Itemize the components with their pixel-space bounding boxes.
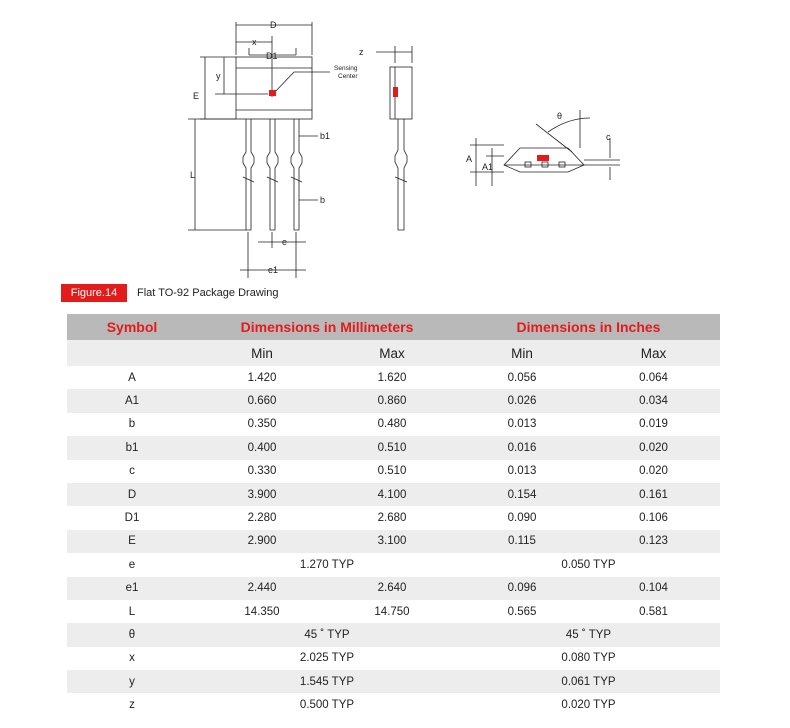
label-y: y <box>216 71 221 81</box>
cell-mm-typ: 45 ˚ TYP <box>197 623 457 646</box>
subheader-in-max: Max <box>587 340 720 366</box>
cell-mm-min: 2.900 <box>197 530 327 553</box>
cell-symbol: L <box>128 605 136 618</box>
label-E: E <box>193 91 200 101</box>
cell-in-min: 0.026 <box>457 389 587 412</box>
cell-mm-max: 1.620 <box>377 371 407 384</box>
table-header-row <box>67 314 720 340</box>
figure-caption: Flat TO-92 Package Drawing <box>137 287 279 299</box>
cell-mm-min: 2.440 <box>197 577 327 600</box>
cell-in-min: 0.013 <box>507 465 537 478</box>
cell-mm-typ: 1.270 TYP <box>299 558 355 571</box>
cell-mm-typ: 0.500 TYP <box>299 699 355 712</box>
table-row <box>67 670 720 693</box>
label-center: Center <box>338 73 358 80</box>
header-millimeters: Dimensions in Millimeters <box>197 314 457 340</box>
table-row <box>67 506 720 529</box>
cell-mm-max: 4.100 <box>327 483 457 506</box>
cell-mm-max: 2.640 <box>327 577 457 600</box>
cell-in-typ: 0.080 TYP <box>561 652 616 665</box>
table-row <box>67 530 720 553</box>
table-row <box>67 600 720 623</box>
label-z: z <box>359 47 364 57</box>
table-row <box>67 460 720 483</box>
cell-in-max: 0.020 <box>587 436 720 459</box>
front-leads <box>243 119 302 230</box>
cell-mm-max: 14.750 <box>374 605 410 618</box>
cell-symbol: e <box>128 558 136 571</box>
cell-mm-typ: 1.545 TYP <box>197 670 457 693</box>
cell-mm-max: 0.480 <box>377 418 407 431</box>
table-row <box>67 577 720 600</box>
table-row <box>67 366 720 389</box>
cell-mm-min: 0.660 <box>197 389 327 412</box>
label-sensing: Sensing <box>334 65 358 72</box>
table-row <box>67 413 720 436</box>
cell-symbol: D1 <box>124 512 140 525</box>
cell-in-max: 0.019 <box>639 418 668 431</box>
cell-mm-min: 1.420 <box>247 371 277 384</box>
cell-in-typ: 0.061 TYP <box>457 670 720 693</box>
table-row <box>67 693 720 716</box>
cell-mm-max: 0.510 <box>377 465 407 478</box>
cell-mm-typ: 2.025 TYP <box>299 652 355 665</box>
figure-badge: Figure.14 <box>61 284 127 302</box>
subheader-mm-min: Min <box>197 340 327 366</box>
label-L: L <box>190 170 196 180</box>
cell-in-min: 0.056 <box>507 371 537 384</box>
label-D: D <box>270 20 277 30</box>
cell-in-max: 0.020 <box>639 465 668 478</box>
cell-in-min: 0.090 <box>507 512 537 525</box>
table-row <box>67 553 720 576</box>
cell-mm-min: 2.280 <box>247 512 277 525</box>
cell-in-min: 0.016 <box>457 436 587 459</box>
cell-mm-min: 3.900 <box>197 483 327 506</box>
cell-in-min: 0.154 <box>457 483 587 506</box>
table-row <box>67 647 720 670</box>
table-row <box>67 389 720 412</box>
cell-in-max: 0.581 <box>639 605 668 618</box>
cell-in-min: 0.115 <box>457 530 587 553</box>
label-b1: b1 <box>320 131 331 141</box>
cell-in-min: 0.096 <box>457 577 587 600</box>
cell-in-typ: 0.050 TYP <box>561 558 616 571</box>
cell-mm-max: 0.860 <box>327 389 457 412</box>
cell-in-max: 0.123 <box>587 530 720 553</box>
header-symbol: Symbol <box>67 314 197 340</box>
cell-in-min: 0.013 <box>507 418 537 431</box>
cell-mm-max: 3.100 <box>327 530 457 553</box>
subheader-in-min: Min <box>457 340 587 366</box>
dimensions-table <box>67 314 720 717</box>
cell-symbol: e1 <box>67 577 197 600</box>
label-A: A <box>466 154 473 164</box>
cell-symbol: A <box>128 371 136 384</box>
label-c: c <box>606 132 611 142</box>
cell-symbol: b <box>128 418 136 431</box>
subheader-mm-max: Max <box>327 340 457 366</box>
cell-in-max: 0.106 <box>639 512 668 525</box>
label-A1: A1 <box>482 162 494 172</box>
cell-mm-min: 0.400 <box>197 436 327 459</box>
cell-mm-min: 0.330 <box>247 465 277 478</box>
label-e1: e1 <box>268 265 279 275</box>
cell-in-max: 0.104 <box>587 577 720 600</box>
cell-symbol: x <box>129 652 135 665</box>
cell-symbol: y <box>67 670 197 693</box>
table-subheader-row <box>67 340 720 366</box>
sensor-front <box>269 90 276 96</box>
cell-in-typ: 45 ˚ TYP <box>457 623 720 646</box>
label-D1: D1 <box>266 51 278 61</box>
label-x: x <box>252 37 257 47</box>
label-theta: θ <box>557 111 563 121</box>
cell-mm-min: 14.350 <box>244 605 280 618</box>
cell-symbol: E <box>67 530 197 553</box>
header-inches: Dimensions in Inches <box>457 314 720 340</box>
cell-mm-max: 2.680 <box>377 512 407 525</box>
sensor-end <box>537 155 549 161</box>
cell-in-max: 0.161 <box>587 483 720 506</box>
cell-symbol: c <box>129 465 135 478</box>
cell-symbol: θ <box>67 623 197 646</box>
label-b: b <box>320 195 326 205</box>
cell-in-typ: 0.020 TYP <box>561 699 616 712</box>
table-row <box>67 436 720 459</box>
cell-mm-max: 0.510 <box>327 436 457 459</box>
label-e: e <box>282 237 288 247</box>
sensor-side <box>393 87 398 97</box>
figure-caption-row <box>61 284 278 302</box>
table-row <box>67 483 720 506</box>
package-drawing <box>0 0 790 282</box>
cell-symbol: z <box>129 699 135 712</box>
cell-mm-min: 0.350 <box>247 418 277 431</box>
cell-symbol: b1 <box>67 436 197 459</box>
table-row <box>67 623 720 646</box>
cell-in-max: 0.034 <box>587 389 720 412</box>
cell-in-min: 0.565 <box>507 605 537 618</box>
cell-symbol: D <box>67 483 197 506</box>
cell-symbol: A1 <box>67 389 197 412</box>
cell-in-max: 0.064 <box>639 371 668 384</box>
